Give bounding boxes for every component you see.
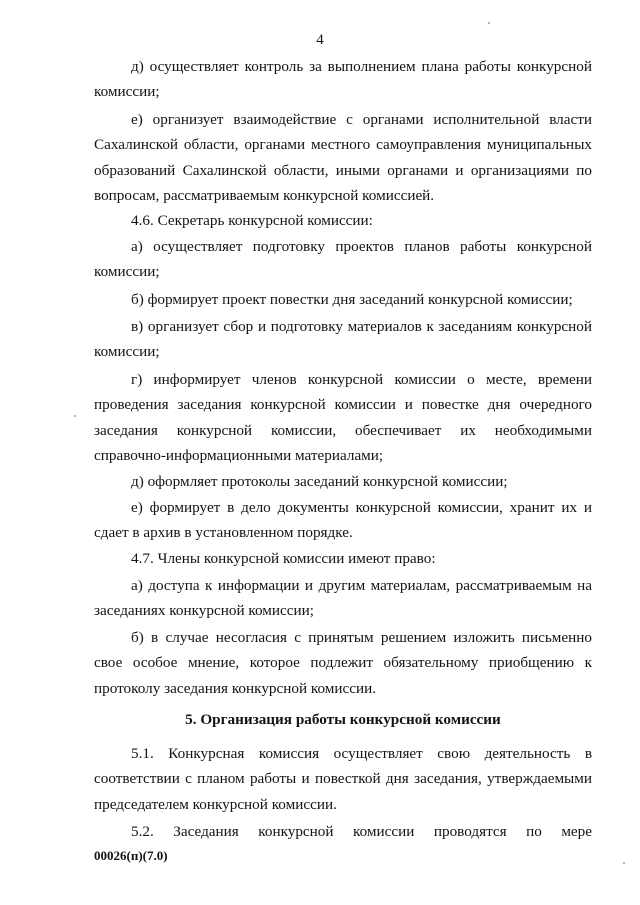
paragraph-5-1: 5.1. Конкурсная комиссия осуществляет свою деятельность в соответствии с планом работы и повесткой дня заседания, утверждаемыми председателем конкурсной комиссии. bbox=[94, 745, 592, 813]
paragraph-4-6-e: е) формирует в дело документы конкурсной комиссии, хранит их и сдает в архив в установленном порядке. bbox=[94, 499, 592, 542]
paragraph-4-6-v: в) организует сбор и подготовку материалов к заседаниям конкурсной комиссии; bbox=[94, 318, 592, 361]
paragraph-4-6-heading: 4.6. Секретарь конкурсной комиссии: bbox=[131, 212, 373, 229]
footer-document-code: 00026(п)(7.0) bbox=[94, 848, 168, 863]
scan-speck bbox=[623, 862, 625, 864]
paragraph-4-6-a: а) осуществляет подготовку проектов планов работы конкурсной комиссии; bbox=[94, 238, 592, 281]
paragraph-4-5-d: д) осуществляет контроль за выполнением плана работы конкурсной комиссии; bbox=[94, 58, 592, 101]
paragraph-4-7-heading: 4.7. Члены конкурсной комиссии имеют право: bbox=[131, 550, 436, 567]
paragraph-4-6-d: д) оформляет протоколы заседаний конкурсной комиссии; bbox=[131, 473, 508, 490]
paragraph-4-7-b: б) в случае несогласия с принятым решением изложить письменно свое особое мнение, которое подлежит обязательному приобщению к протоколу заседания конкурсной комиссии. bbox=[94, 629, 592, 697]
paragraph-4-6-b: б) формирует проект повестки дня заседаний конкурсной комиссии; bbox=[131, 291, 573, 308]
scan-speck bbox=[488, 22, 490, 24]
section-heading: 5. Организация работы конкурсной комиссии bbox=[185, 711, 501, 728]
page-number: 4 bbox=[316, 32, 324, 48]
paragraph-4-6-g: г) информирует членов конкурсной комиссии о месте, времени проведения заседания конкурсной комиссии и повестке дня очередного заседания конкурсной комиссии, обеспечивает их необходимыми справочно-информационными материалами; bbox=[94, 371, 592, 465]
paragraph-5-2: 5.2. Заседания конкурсной комиссии проводятся по мере bbox=[131, 823, 592, 840]
scan-speck bbox=[74, 415, 76, 417]
paragraph-4-7-a: а) доступа к информации и другим материалам, рассматриваемым на заседаниях конкурсной комиссии; bbox=[94, 577, 592, 620]
paragraph-4-5-e: е) организует взаимодействие с органами исполнительной власти Сахалинской области, органами местного самоуправления муниципальных образований Сахалинской области, иными органами и организациями по вопросам, рассматриваемым конкурсной комиссией. bbox=[94, 111, 592, 205]
